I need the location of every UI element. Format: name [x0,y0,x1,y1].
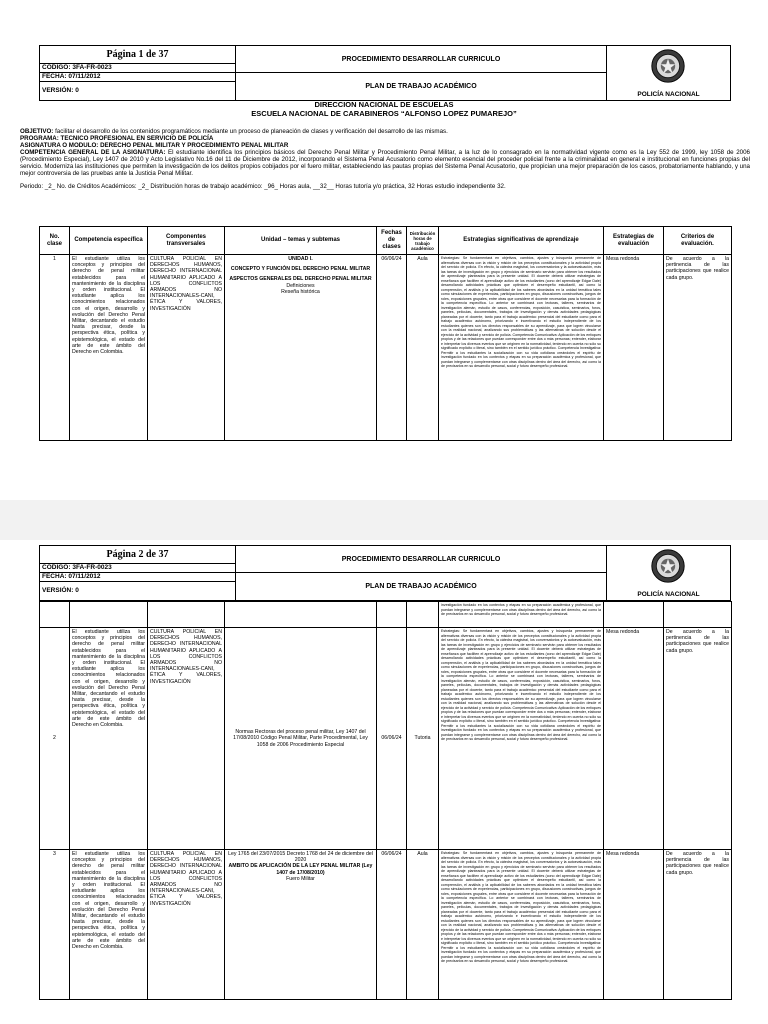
document-page-2 [0,540,768,1024]
evaluation-strategy: Mesa redonda [604,628,664,850]
unit-topic: Reseña histórica [281,288,320,295]
specific-competence: El estudiante utiliza los conceptos y principios del derecho de penal militar establecidos para el mantenimiento de la disciplina y orden institucional. El estudiante aplica los conocimientos relacionados con el origen, desarrollo y evolución del Derecho Penal Militar, decantando el estudio hasta precisar, desde la perspectiva ética, política y epistemológica, el estado del arte de este ámbito del Derecho en Colombia. [70,255,148,441]
learning-strategies: Estrategias: Se fundamentará en objetivos, cambios, ajustes y búsqueda permanente de alternativas diversas con la visión y misión de los preceptos constitucionales y la actividad propia del servicio de policía. En efecto, la cátedra magistral, los conversatorios y la autoevaluación, más las tareas de investigación en grupo y ejercicios de seminario servirán para obtener los resultados de aprendizaje planteados para la presente unidad. El docente deberá utilizar estrategias de enseñanza que faciliten el aprendizaje activo de los estudiantes (cono del aprendizaje Edgar Dale) desarrollando actividades prácticas que optimicen el desempeño estudiantil, así como la comprensión, el análisis y la aplicabilidad de los saberes abordados en la unidad temática tales como simulaciones de experiencias, participaciones en grupo, discusiones constructivas, juegos de roles, exposiciones grupales, entre otras que considere el docente necesarias para la formación de la competencia específica. Lo anterior se combinará con lecturas, talleres, seminarios de investigación alemán, estudio de casos, conferencias, exposición, casuística, seminarios, foros, paneles, películas, documentales, trabajos de investigación y demás actividades pedagógicas planeadas por el docente, tanto para el trabajo académico presencial del estudiante como para el trabajo académico autónomo, priorizando e incentivando el estudio independiente de los estudiantes quienes son los directos responsables de su aprendizaje, para que logren vincularse con la realidad nacional, analizando sus problemáticas y las alternativas de solución desde el ejercicio de la actividad y servicio de policía. Competencia Comunicativa: Aplicación de los enfoques propios y de las relaciones que puedan corresponder entre dos o más personas; entender, elaborar e interpretar los diversos eventos que se originen en la normatividad, teniendo en cuenta no sólo su significado explícito o literal, sino también en el sentido jurídico práctico. Competencia Investigativa: Permitir a los estudiantes la socialización con su vida cotidiana creándoles el espíritu de investigación fundado en los contextos y etapas en su preparación académica y profesional, que puedan integrarse y complementarse con otras disciplinas dentro del área del derecho, así como la de precisarlos en su desarrollo personal, social y futuro desempeño profesional. [439,255,604,441]
page-separator [0,500,768,540]
unit-topics [225,850,377,1000]
specific-competence: El estudiante utiliza los conceptos y principios del derecho de penal militar establecidos para el mantenimiento de la disciplina y orden institucional. El estudiante aplica los conocimientos relacionados con el origen, desarrollo y evolución del Derecho Penal Militar, decantando el estudio hasta precisar, desde la perspectiva ética, política y epistemológica, el estado del arte de este ámbito del Derecho en Colombia. [70,850,148,1000]
class-date: 06/06/24 [377,628,407,850]
evaluation-strategy: Mesa redonda [604,850,664,1000]
plan-title: PLAN DE TRABAJO ACADÉMICO [365,83,477,90]
subject-text: ASIGNATURA O MODULO: DERECHO PENAL MILITAR Y PROCEDIMIENTO PENAL MILITAR [20,142,289,149]
transversal-components: CULTURA POLICIAL EN DERECHOS HUMANOS, DERECHO INTERNACIONAL HUMANITARIO APLICADO A LOS CONFLICTOS ARMADOS NO INTERNACIONALES-CANI, ÉTICA Y VALORES, INVESTIGACIÓN [148,255,225,441]
document-date: FECHA: 07/11/2012 [40,73,235,82]
evaluation-strategy: Mesa redonda [604,255,664,441]
learning-strategies: Estrategias: Se fundamentará en objetivos, cambios, ajustes y búsqueda permanente de alternativas diversas con la visión y misión de los preceptos constitucionales y la actividad propia del servicio de policía. En efecto, la cátedra magistral, los conversatorios y la autoevaluación, más las tareas de investigación en grupo y ejercicios de seminario servirán para obtener los resultados de aprendizaje planteados para la presente unidad. El docente deberá utilizar estrategias de enseñanza que faciliten el aprendizaje activo de los estudiantes (cono del aprendizaje Edgar Dale) desarrollando actividades prácticas que optimicen el desempeño estudiantil, así como la comprensión, el análisis y la aplicabilidad de los saberes abordados en la unidad temática tales como simulaciones de experiencias, participaciones en grupo, discusiones constructivas, juegos de roles, exposiciones grupales, entre otras que considere el docente necesarias para la formación de la competencia específica. Lo anterior se combinará con lecturas, talleres, seminarios de investigación alemán, estudio de casos, conferencias, exposición, casuística, seminarios, foros, paneles, películas, documentales, trabajos de investigación y demás actividades pedagógicas planeadas por el docente, tanto para el trabajo académico presencial del estudiante como para el trabajo académico autónomo, priorizando e incentivando el estudio independiente de los estudiantes quienes son los directos responsables de su aprendizaje, para que logren vincularse con la realidad nacional, analizando sus problemáticas y las alternativas de solución desde el ejercicio de la actividad y servicio de policía. Competencia Comunicativa: Aplicación de los enfoques propios y de las relaciones que puedan corresponder entre dos o más personas; entender, elaborar e interpretar los diversos eventos que se originen en la normatividad, teniendo en cuenta no sólo su significado explícito o literal, sino también en el sentido jurídico práctico. Competencia Investigativa: Permitir a los estudiantes la socialización con su vida cotidiana creándoles el espíritu de investigación fundado en los contextos y etapas en su preparación académica y profesional, que puedan integrarse y complementarse con otras disciplinas dentro del área del derecho, así como la de precisarlos en su desarrollo personal, social y futuro desempeño profesional. [439,628,604,850]
class-number: 1 [40,255,70,441]
col-header-distribution: Distribución horas de trabajo académico [407,227,439,255]
transversal-components: CULTURA POLICIAL EN DERECHOS HUMANOS, DERECHO INTERNACIONAL HUMANITARIO APLICADO A LOS CONFLICTOS ARMADOS NO INTERNACIONALES-CANI, ÉTICA Y VALORES, INVESTIGACIÓN [148,628,225,850]
period-text: Periodo: _2_ No. de Créditos Académicos: _2_ Distribución horas de trabajo académico: _96_ Horas aula, __32__ Horas tutoría y/o práctica, 32 Horas estudio independiente 32. [20,183,506,190]
header-procedure [236,546,607,600]
page-header [39,45,731,101]
specific-competence: El estudiante utiliza los conceptos y principios del derecho de penal militar establecidos para el mantenimiento de la disciplina y orden institucional. El estudiante aplica los conocimientos relacionados con el origen, desarrollo y evolución del Derecho Penal Militar, decantando el estudio hasta precisar, desde la perspectiva ética, política y epistemológica, el estado del arte de este ámbito del Derecho en Colombia. [70,628,148,850]
hours-distribution: Aula [407,255,439,441]
class-date: 06/06/24 [377,255,407,441]
col-header-criteria: Criterios de evaluación. [664,227,732,255]
class-number: 2 [40,628,70,850]
school-direction-title: DIRECCION NACIONAL DE ESCUELAS [314,100,454,109]
procedure-title: PROCEDIMIENTO DESARROLLAR CURRICULO [236,546,606,573]
plan-title: PLAN DE TRABAJO ACADÉMICO [365,583,477,590]
unit-topics [225,255,377,441]
document-page-1 [0,0,768,500]
organization-name: POLICÍA NACIONAL [637,591,700,598]
document-version: VERSIÓN: 0 [42,87,79,94]
col-header-no: No. clase [40,227,70,255]
document-code: CODIGO: 3FA-FR-0023 [40,564,235,573]
transversal-components: CULTURA POLICIAL EN DERECHOS HUMANOS, DERECHO INTERNACIONAL HUMANITARIO APLICADO A LOS CONFLICTOS ARMADOS NO INTERNACIONALES-CANI, ÉTICA Y VALORES, INVESTIGACIÓN [148,850,225,1000]
unit-law-reference: Ley 1765 del 23/07/2015 Decreto 1768 del 24 de diciembre del 2020 [228,851,373,864]
unit-title: UNIDAD I. [288,256,313,262]
col-header-evaluation: Estrategias de evaluación [604,227,664,255]
work-plan-table [39,226,732,441]
header-meta [40,546,236,600]
col-header-strategies: Estrategias significativas de aprendizaje [439,227,604,255]
document-version: VERSIÓN: 0 [42,587,79,594]
evaluation-criteria: De acuerdo a la pertinencia de las participaciones que realice cada grupo. [664,850,732,1000]
learning-strategies-continued: investigación fundado en los contextos y etapas en su preparación académica y profesional, que puedan integrarse y complementarse con otras disciplinas dentro del área del derecho, así como la de precisarlos en su desarrollo personal, social y futuro desempeño profesional. [439,602,604,628]
program-text: PROGRAMA: TECNICO PROFESIONAL EN SERVICIO DE POLICÍA [20,135,214,142]
page-header [39,545,731,601]
hours-distribution: Aula [407,850,439,1000]
police-seal-icon [650,48,686,84]
page-number: Página 2 de 37 [40,546,235,564]
col-header-transversal: Componentes transversales [148,227,225,255]
unit-topic: Definiciones [286,282,315,289]
col-header-competence: Competencia específica [70,227,148,255]
unit-topic: Fuero Militar [286,875,315,882]
document-code: CODIGO: 3FA-FR-0023 [40,64,235,73]
col-header-unit: Unidad – temas y subtemas [225,227,377,255]
unit-aspects: ASPECTOS GENERALES DEL DERECHO PENAL MILITAR [229,276,372,283]
objective-text: facilitar el desarrollo de los contenidos programáticos mediante un proceso de planeación de clases y verificación del desarrollo de las mismas. [53,128,448,135]
objective-label: OBJETIVO: [20,128,54,135]
header-meta [40,46,236,100]
work-plan-table [39,601,732,1000]
unit-scope-title: AMBITO DE APLICACIÓN DE LA LEY PENAL MILITAR (Ley 1407 de 17/08/2010) [228,863,373,876]
evaluation-criteria: De acuerdo a la pertinencia de las participaciones que realice cada grupo. [664,255,732,441]
document-date: FECHA: 07/11/2012 [40,573,235,582]
header-logo-cell [607,546,730,600]
class-number: 3 [40,850,70,1000]
table-header-row [40,227,732,255]
procedure-title: PROCEDIMIENTO DESARROLLAR CURRICULO [236,46,606,73]
evaluation-criteria: De acuerdo a la pertinencia de las participaciones que realice cada grupo. [664,628,732,850]
table-row [40,255,732,441]
col-header-dates: Fechas de clases [377,227,407,255]
competence-text: El estudiante identifica los principios básicos del Derecho Penal Militar y Procedimiento Penal Militar, a la luz de lo consagrado en la normatividad vigente como es la Ley 552 de 1999, ley 1058 de 2006 (Procedimiento Especial), Ley 1407 de 2010 y Acto Legislativo No.16 del 11 de Diciembre de 2012, incorporando el Sistema Penal Acusatorio como elemento esencial del proceder policial frente a la criminalidad en general e institucional en funciones propias del servicio. Moderniza las instituciones que permiten la investigación de los delitos propios cobijados por el fuero militar, estableciendo las pautas propias del Sistema Penal Acusatorio, que propician una mejor preparación de los casos, probatoriamente hablando, y una mejor controversia de las pruebas ante la Justicia Penal Militar. [20,149,750,177]
police-seal-icon [650,548,686,584]
hours-distribution: Tutoria [407,628,439,850]
unit-subtitle: CONCEPTO Y FUNCIÓN DEL DERECHO PENAL MILITAR [230,266,371,273]
learning-strategies: Estrategias: Se fundamentará en objetivos, cambios, ajustes y búsqueda permanente de alternativas diversas con la visión y misión de los preceptos constitucionales y la actividad propia del servicio de policía. En efecto, la cátedra magistral, los conversatorios y la autoevaluación, más las tareas de investigación en grupo y ejercicios de seminario servirán para obtener los resultados de aprendizaje planteados para la presente unidad. El docente deberá utilizar estrategias de enseñanza que faciliten el aprendizaje activo de los estudiantes (cono del aprendizaje Edgar Dale) desarrollando actividades prácticas que optimicen el desempeño estudiantil, así como la comprensión, el análisis y la aplicabilidad de los saberes abordados en la unidad temática tales como simulaciones de experiencias, participaciones en grupo, discusiones constructivas, juegos de roles, exposiciones grupales, entre otras que considere el docente necesarias para la formación de la competencia específica. Lo anterior se combinará con lecturas, talleres, seminarios de investigación alemán, estudio de casos, conferencias, exposición, casuística, seminarios, foros, paneles, películas, documentales, trabajos de investigación y demás actividades pedagógicas planeadas por el docente, tanto para el trabajo académico presencial del estudiante como para el trabajo académico autónomo, priorizando e incentivando el estudio independiente de los estudiantes quienes son los directos responsables de su aprendizaje, para que logren vincularse con la realidad nacional, analizando sus problemáticas y las alternativas de solución desde el ejercicio de la actividad y servicio de policía. Competencia Comunicativa: Aplicación de los enfoques propios y de las relaciones que puedan corresponder entre dos o más personas; entender, elaborar e interpretar los diversos eventos que se originen en la normatividad, teniendo en cuenta no sólo su significado explícito o literal, sino también en el sentido jurídico práctico. Competencia Investigativa: Permitir a los estudiantes la socialización con su vida cotidiana creándoles el espíritu de investigación fundado en los contextos y etapas en su preparación académica y profesional, que puedan integrarse y complementarse con otras disciplinas dentro del área del derecho, así como la de precisarlos en su desarrollo personal, social y futuro desempeño profesional. [439,850,604,1000]
page-number: Página 1 de 37 [40,46,235,64]
header-logo-cell [607,46,730,100]
header-procedure [236,46,607,100]
unit-topics: Normas Rectoras del proceso penal militar, Ley 1407 del 17/08/2010 Código Penal Militar, Parte Procedimental, Ley 1058 de 2006 Procedimiento Especial [225,628,377,850]
table-row [40,602,732,628]
competence-label: COMPETENCIA GENERAL DE LA ASIGNATURA: [20,149,166,156]
school-name-title: ESCUELA NACIONAL DE CARABINEROS “ALFONSO LOPEZ PUMAREJO” [251,109,517,118]
table-row [40,628,732,850]
organization-name: POLICÍA NACIONAL [637,91,700,98]
info-block [20,128,750,190]
class-date: 06/06/24 [377,850,407,1000]
table-row [40,850,732,1000]
